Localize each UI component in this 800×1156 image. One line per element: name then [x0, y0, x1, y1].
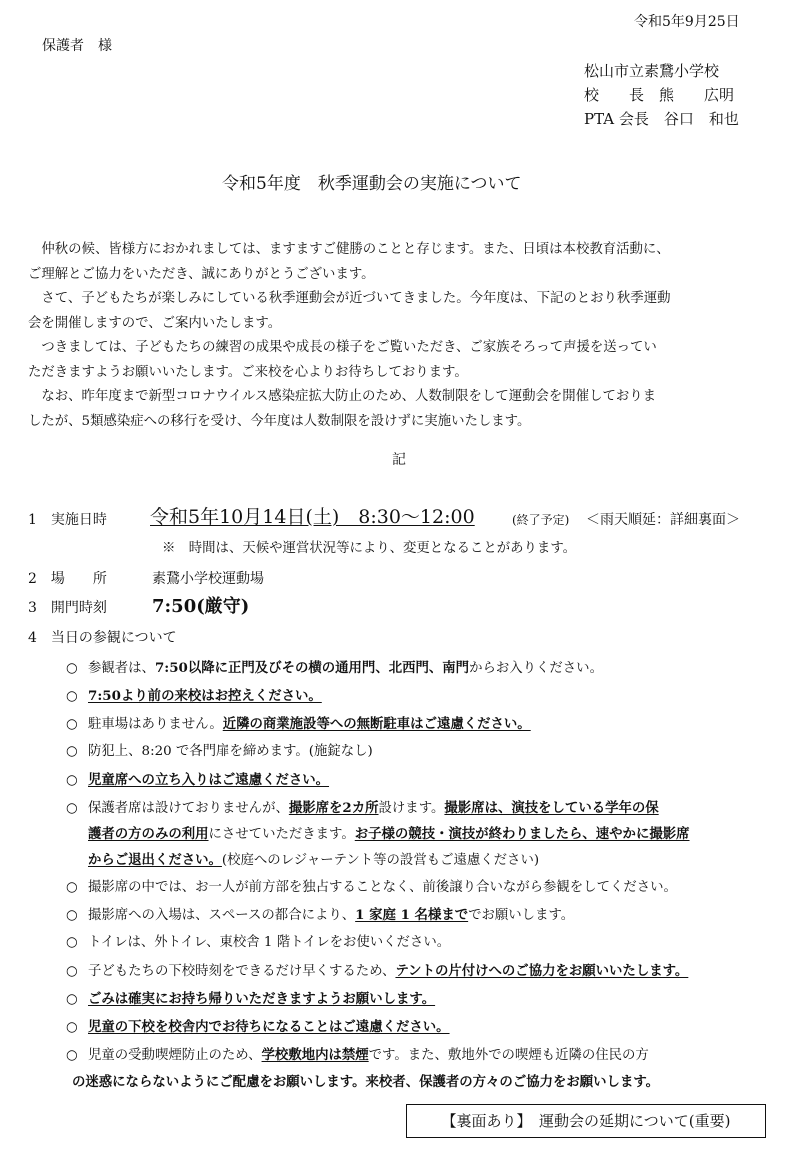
list-item: ○ 撮影席の中では、お一人が前方部を独占することなく、前後譲り合いながら参観をしてください。	[66, 880, 677, 895]
venue: 素鵞小学校運動場	[152, 571, 264, 587]
intro-line: つきましては、子どもたちの練習の成果や成長の様子をご覧いただき、ご家族そろって声援を送ってい	[28, 340, 657, 355]
intro-line: ご理解とご協力をいただき、誠にありがとうございます。	[28, 266, 375, 282]
bullet-icon: ○	[66, 661, 78, 676]
bullet-icon: ○	[66, 717, 78, 732]
document-date: 令和5年9月25日	[634, 14, 740, 30]
addressee: 保護者 様	[42, 38, 112, 54]
event-date: 令和5年10月14日(土) 8:30～12:00	[150, 506, 475, 528]
list-item: ○ 駐車場はありません。近隣の商業施設等への無断駐車はご遠慮ください。	[66, 716, 531, 732]
list-item-continuation: 護者の方のみの利用にさせていただきます。お子様の競技・演技が終わりましたら、速やかに撮影席	[88, 826, 690, 842]
list-item-continuation: の迷惑にならないようにご配慮をお願いします。来校者、保護者の方々のご協力をお願いします。	[72, 1074, 660, 1090]
rain-note: ＜雨天順延：詳細裏面＞	[586, 512, 740, 528]
section-4-label: 4 当日の参観について	[28, 630, 177, 646]
intro-line: なお、昨年度まで新型コロナウイルス感染症拡大防止のため、人数制限をして運動会を開催しておりま	[28, 389, 657, 404]
list-item: ○ 子どもたちの下校時刻をできるだけ早くするため、テントの片付けへのご協力をお願いいたします。	[66, 963, 689, 979]
list-item: ○ 7:50より前の来校はお控えください。	[66, 688, 322, 704]
event-end-note: (終了予定)	[512, 513, 570, 527]
time-change-note: ※ 時間は、天候や運営状況等により、変更となることがあります。	[162, 541, 577, 556]
bullet-icon: ○	[66, 1048, 78, 1063]
bullet-icon: ○	[66, 935, 78, 950]
list-item: ○ 児童の下校を校舎内でお待ちになることはご遠慮ください。	[66, 1019, 450, 1035]
reverse-side-notice: 【裏面あり】 運動会の延期について(重要)	[406, 1104, 766, 1138]
gate-times-text: 7:50以降に正門及びその横の通用門、北西門、南門	[154, 660, 470, 676]
section-1-label: 1 実施日時	[28, 512, 107, 528]
ki-heading: 記	[392, 452, 406, 468]
list-item: ○ 児童の受動喫煙防止のため、学校敷地内は禁煙です。また、敷地外での喫煙も近隣の住民の方	[66, 1047, 649, 1063]
intro-line: 仲秋の候、皆様方におかれましては、ますますご健勝のことと存じます。また、日頃は本校教育活動に、	[28, 242, 670, 257]
page-title: 令和5年度 秋季運動会の実施について	[222, 174, 522, 194]
list-item: ○ トイレは、外トイレ、東校舎 1 階トイレをお使いください。	[66, 935, 451, 950]
list-item: ○ 防犯上、8:20 で各門扉を締めます。(施錠なし)	[66, 744, 373, 759]
bullet-icon: ○	[66, 908, 78, 923]
list-item: ○ 保護者席は設けておりませんが、撮影席を2カ所設けます。撮影席は、演技をしている学年の保	[66, 800, 659, 816]
bullet-icon: ○	[66, 964, 78, 979]
list-item: ○ 撮影席への入場は、スペースの都合により、1 家庭 1 名様まででお願いします。	[66, 907, 575, 923]
bullet-icon: ○	[66, 773, 78, 788]
bullet-icon: ○	[66, 801, 78, 816]
pta-president-name: PTA 会長 谷口 和也	[584, 110, 739, 128]
section-2-label: 2 場 所	[28, 571, 107, 587]
intro-line: したが、5類感染症への移行を受け、今年度は人数制限を設けずに実施いたします。	[28, 413, 531, 429]
bullet-icon: ○	[66, 744, 78, 759]
section-3-label: 3 開門時刻	[28, 600, 107, 616]
list-item: ○ 参観者は、7:50以降に正門及びその横の通用門、北西門、南門からお入りください。	[66, 660, 603, 676]
intro-line: さて、子どもたちが楽しみにしている秋季運動会が近づいてきました。今年度は、下記のとおり秋季運動	[28, 291, 671, 306]
list-item-continuation: からご退出ください。(校庭へのレジャーテント等の設営もご遠慮ください)	[88, 852, 540, 868]
intro-line: 会を開催しますので、ご案内いたします。	[28, 315, 282, 331]
school-name: 松山市立素鵞小学校	[584, 62, 720, 80]
intro-line: ただきますようお願いいたします。ご来校を心よりお待ちしております。	[28, 364, 468, 380]
bullet-icon: ○	[66, 992, 78, 1007]
intro-paragraph	[28, 238, 780, 434]
principal-name: 校 長 熊 広明	[584, 86, 735, 104]
gate-open-time: 7:50(厳守)	[152, 596, 250, 617]
bullet-icon: ○	[66, 880, 78, 895]
bullet-icon: ○	[66, 689, 78, 704]
list-item: ○ 児童席への立ち入りはご遠慮ください。	[66, 772, 330, 788]
list-item: ○ ごみは確実にお持ち帰りいただきますようお願いします。	[66, 991, 436, 1007]
bullet-icon: ○	[66, 1020, 78, 1035]
